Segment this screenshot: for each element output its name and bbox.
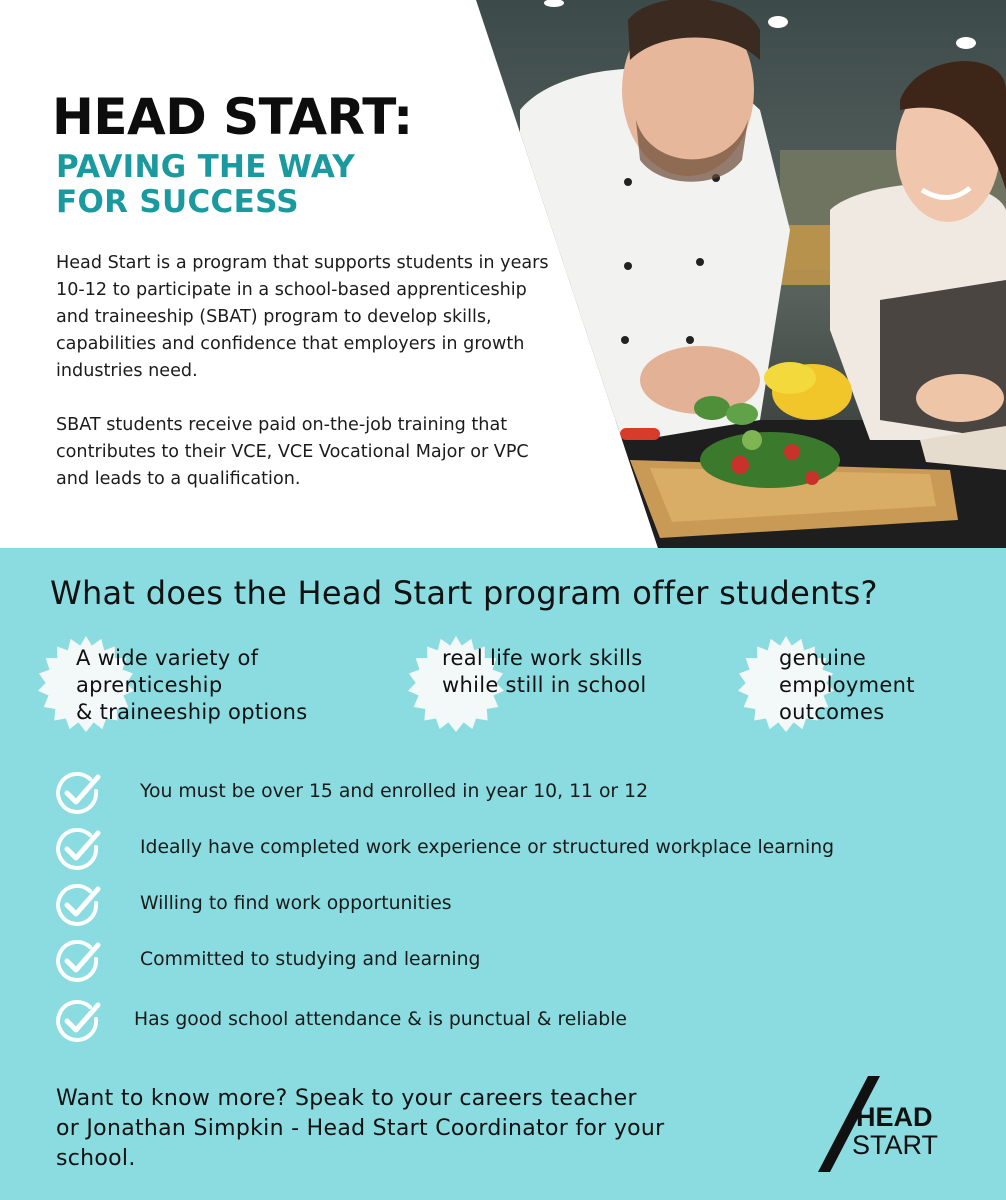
checkmark-circle-icon (56, 771, 102, 815)
intro-paragraph-2: SBAT students receive paid on-the-job training that contributes to their VCE, VCE Vocational Major or VPC and leads to a qualification. (56, 415, 529, 489)
requirement-text: Willing to find work opportunities (140, 893, 452, 914)
requirement-item (56, 883, 956, 927)
requirement-text: You must be over 15 and enrolled in year 10, 11 or 12 (140, 781, 649, 802)
offer-text-line: employment (779, 673, 915, 697)
offer-text-line: genuine (779, 646, 867, 670)
page-title: HEAD START: (52, 88, 413, 146)
offer-item-work-skills (442, 645, 647, 699)
requirement-item (56, 939, 956, 983)
offer-item-employment (779, 645, 915, 726)
checkmark-circle-icon (56, 999, 102, 1043)
hero-section (0, 0, 1006, 548)
contact-line: school. (56, 1146, 136, 1171)
checkmark-circle-icon (56, 883, 102, 927)
page-subtitle (56, 150, 476, 220)
contact-line: or Jonathan Simpkin - Head Start Coordinator for your (56, 1116, 665, 1141)
requirement-text: Committed to studying and learning (140, 949, 481, 970)
requirement-item (56, 827, 956, 871)
checkmark-circle-icon (56, 827, 102, 871)
subtitle-line-1: PAVING THE WAY (56, 149, 356, 185)
offer-heading: What does the Head Start program offer students? (50, 574, 878, 612)
contact-line: Want to know more? Speak to your careers teacher (56, 1086, 637, 1111)
requirement-text: Ideally have completed work experience or structured workplace learning (140, 837, 835, 858)
logo-text-start: START (852, 1130, 939, 1160)
requirement-item (56, 999, 956, 1043)
offer-text-line: & traineeship options (76, 700, 308, 724)
head-start-logo (818, 1076, 958, 1176)
intro-paragraph-1: Head Start is a program that supports students in years 10-12 to participate in a school-based apprenticeship and traineeship (SBAT) program to develop skills, capabilities and confidence that employers in growth industries need. (56, 253, 549, 381)
checkmark-circle-icon (56, 939, 102, 983)
offer-text-line: real life work skills (442, 646, 643, 670)
offer-text-line: outcomes (779, 700, 885, 724)
subtitle-line-2: FOR SUCCESS (56, 184, 299, 220)
contact-info (56, 1084, 736, 1174)
requirement-item (56, 771, 956, 815)
requirement-text: Has good school attendance & is punctual & reliable (134, 1009, 627, 1030)
offer-text-line: A wide variety of (76, 646, 259, 670)
offer-text-line: aprenticeship (76, 673, 223, 697)
offer-text-line: while still in school (442, 673, 647, 697)
logo-text-head: HEAD (856, 1102, 933, 1132)
offer-item-variety (76, 645, 308, 726)
program-offer-section (0, 548, 1006, 1200)
